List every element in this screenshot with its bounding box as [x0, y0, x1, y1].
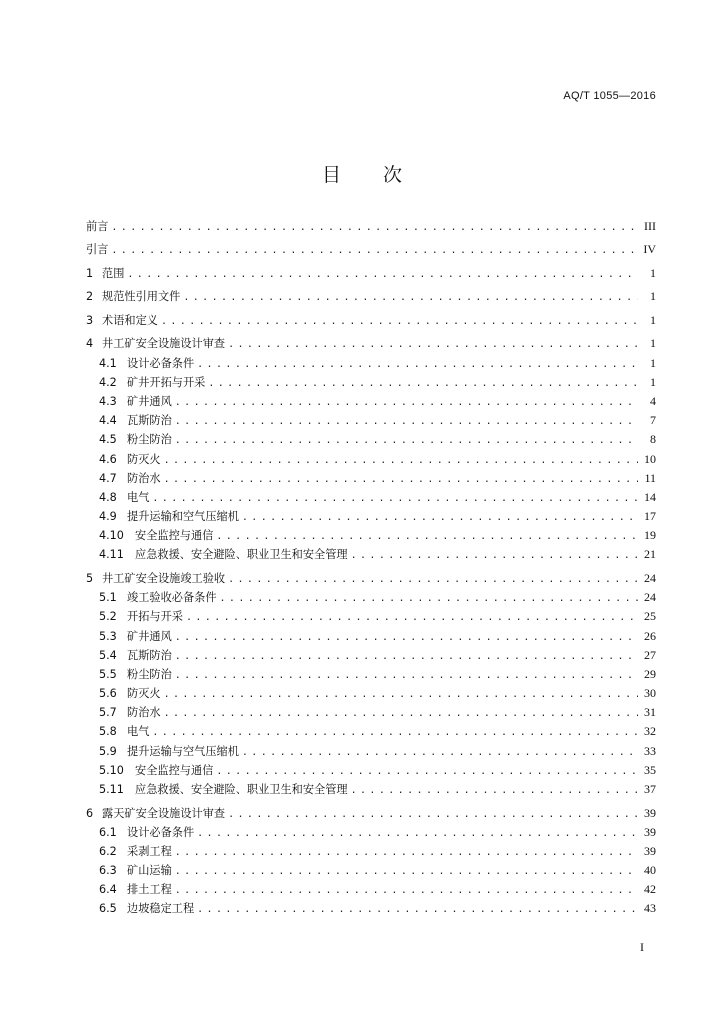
toc-entry-label: 采剥工程 — [127, 844, 172, 858]
toc-entry-label: 边坡稳定工程 — [127, 902, 195, 916]
toc-entry-page: 31 — [644, 705, 656, 720]
toc-entry-number: 6.4 — [99, 883, 117, 897]
toc-entry-page: 1 — [650, 265, 656, 280]
footer-page-number: I — [640, 940, 644, 954]
toc-entry[interactable] — [86, 431, 656, 450]
toc-entry-label: 设计必备条件 — [127, 825, 195, 839]
toc-entry-label: 粉尘防治 — [127, 667, 172, 681]
toc-entry-number: 5.6 — [99, 687, 117, 701]
toc-dot-leader — [111, 245, 638, 256]
toc-entry[interactable] — [86, 393, 656, 412]
toc-entry-page: IV — [643, 242, 656, 257]
toc-dot-leader — [351, 785, 638, 796]
toc-dot-leader — [175, 866, 638, 877]
toc-entry-number: 6.3 — [99, 864, 117, 878]
toc-entry-label: 竣工验收必备条件 — [127, 591, 217, 605]
toc-entry[interactable] — [86, 647, 656, 666]
toc-entry-label: 防治水 — [127, 471, 161, 485]
toc-entry[interactable] — [86, 218, 656, 237]
toc-entry-number: 2 — [86, 290, 94, 304]
toc-dot-leader — [175, 847, 638, 858]
toc-entry-label: 前言 — [86, 220, 109, 233]
toc-entry[interactable] — [86, 570, 656, 589]
toc-entry[interactable] — [86, 743, 656, 762]
toc-entry-number: 4.11 — [99, 548, 124, 562]
toc-entry[interactable] — [86, 781, 656, 800]
toc-entry-number: 4.7 — [99, 471, 117, 485]
toc-entry-page: 29 — [644, 666, 656, 681]
toc-entry-page: 39 — [644, 805, 656, 820]
toc-dot-leader — [216, 766, 638, 777]
toc-entry-label: 应急救援、安全避险、职业卫生和安全管理 — [135, 783, 348, 797]
toc-entry-page: 37 — [644, 782, 656, 797]
table-of-contents — [86, 218, 656, 920]
toc-entry-number: 4.4 — [99, 414, 117, 428]
toc-dot-leader — [175, 397, 638, 408]
toc-entry-number: 5.3 — [99, 629, 117, 643]
toc-entry-number: 4.9 — [99, 510, 117, 524]
toc-dot-leader — [175, 416, 638, 427]
toc-entry-page: 43 — [644, 901, 656, 916]
toc-entry-number: 5.2 — [99, 610, 117, 624]
toc-entry-page: 39 — [644, 843, 656, 858]
toc-entry-number: 4.5 — [99, 433, 117, 447]
toc-entry-label: 防灭火 — [127, 452, 161, 466]
toc-entry-page: 1 — [650, 336, 656, 351]
toc-dot-leader — [183, 292, 638, 303]
toc-entry-label: 排土工程 — [127, 883, 172, 897]
toc-entry-number: 4 — [86, 337, 94, 351]
toc-entry-label: 规范性引用文件 — [102, 290, 181, 304]
toc-entry-number: 5.10 — [99, 763, 124, 777]
toc-entry-page: 40 — [644, 863, 656, 878]
toc-entry-label: 安全监控与通信 — [135, 763, 214, 777]
toc-entry-number: 5.1 — [99, 591, 117, 605]
toc-entry-page: 24 — [644, 570, 656, 585]
toc-entry-page: 25 — [644, 609, 656, 624]
toc-dot-leader — [242, 512, 638, 523]
toc-dot-leader — [175, 651, 638, 662]
toc-dot-leader — [197, 359, 638, 370]
toc-entry-number: 4.3 — [99, 394, 117, 408]
toc-entry-page: 1 — [650, 374, 656, 389]
toc-entry[interactable] — [86, 685, 656, 704]
toc-entry-label: 开拓与开采 — [127, 610, 183, 624]
toc-dot-leader — [111, 222, 638, 233]
toc-entry-label: 粉尘防治 — [127, 433, 172, 447]
toc-entry-page: 17 — [644, 509, 656, 524]
toc-entry-label: 范围 — [102, 266, 125, 280]
toc-entry-number: 5.8 — [99, 725, 117, 739]
toc-entry[interactable] — [86, 489, 656, 508]
toc-entry[interactable] — [86, 723, 656, 742]
toc-dot-leader — [175, 435, 638, 446]
toc-entry[interactable] — [86, 704, 656, 723]
toc-entry-number: 5.5 — [99, 667, 117, 681]
toc-entry[interactable] — [86, 900, 656, 919]
toc-entry-number: 1 — [86, 266, 94, 280]
toc-entry[interactable] — [86, 312, 656, 331]
toc-dot-leader — [197, 828, 638, 839]
toc-entry-label: 引言 — [86, 243, 109, 257]
toc-entry-page: III — [644, 219, 656, 233]
toc-entry-label: 矿山运输 — [127, 864, 172, 878]
toc-entry-label: 井工矿安全设施设计审查 — [102, 337, 226, 351]
toc-entry[interactable] — [86, 843, 656, 862]
toc-entry-label: 瓦斯防治 — [127, 414, 172, 428]
toc-entry[interactable] — [86, 881, 656, 900]
toc-entry-label: 防治水 — [127, 706, 161, 720]
toc-entry[interactable] — [86, 355, 656, 374]
toc-entry[interactable] — [86, 470, 656, 489]
toc-dot-leader — [186, 612, 638, 623]
toc-entry-number: 5.7 — [99, 706, 117, 720]
toc-entry-label: 露天矿安全设施设计审查 — [102, 806, 226, 820]
toc-entry-number: 4.8 — [99, 490, 117, 504]
page-title: 目 次 — [321, 164, 421, 186]
toc-entry[interactable] — [86, 265, 656, 284]
toc-entry-number: 5.4 — [99, 648, 117, 662]
toc-entry[interactable] — [86, 508, 656, 527]
toc-dot-leader — [175, 885, 638, 896]
toc-entry-page: 33 — [644, 743, 656, 758]
toc-entry[interactable] — [86, 805, 656, 824]
toc-entry-page: 1 — [650, 355, 656, 370]
toc-dot-leader — [152, 727, 638, 738]
toc-entry[interactable] — [86, 824, 656, 843]
toc-dot-leader — [164, 689, 638, 700]
toc-entry-number: 4.10 — [99, 529, 124, 543]
toc-dot-leader — [127, 269, 638, 280]
toc-dot-leader — [164, 474, 638, 485]
toc-entry-page: 39 — [644, 824, 656, 839]
toc-entry-label: 电气 — [127, 490, 150, 504]
toc-entry[interactable] — [86, 451, 656, 470]
toc-entry-label: 矿井开拓与开采 — [127, 375, 206, 389]
toc-entry-label: 防灭火 — [127, 687, 161, 701]
toc-dot-leader — [164, 708, 638, 719]
toc-entry-page: 24 — [644, 590, 656, 605]
toc-entry-page: 8 — [650, 432, 656, 447]
toc-entry[interactable] — [86, 862, 656, 881]
toc-entry-number: 4.6 — [99, 452, 117, 466]
toc-dot-leader — [161, 316, 638, 327]
toc-entry-page: 32 — [644, 724, 656, 739]
toc-entry-label: 瓦斯防治 — [127, 648, 172, 662]
toc-entry-page: 19 — [644, 528, 656, 543]
toc-entry-page: 11 — [644, 470, 656, 485]
toc-entry-label: 电气 — [127, 725, 150, 739]
toc-dot-leader — [164, 455, 638, 466]
toc-dot-leader — [175, 670, 638, 681]
toc-entry[interactable] — [86, 288, 656, 307]
toc-entry[interactable] — [86, 589, 656, 608]
toc-entry[interactable] — [86, 412, 656, 431]
toc-dot-leader — [228, 574, 638, 585]
toc-entry-label: 提升运输与空气压缩机 — [127, 744, 239, 758]
toc-entry[interactable] — [86, 608, 656, 627]
toc-entry-number: 6.1 — [99, 825, 117, 839]
toc-dot-leader — [351, 550, 638, 561]
toc-entry-number: 5 — [86, 571, 94, 585]
toc-dot-leader — [228, 809, 638, 820]
toc-entry[interactable] — [86, 335, 656, 354]
toc-entry-label: 安全监控与通信 — [135, 529, 214, 543]
toc-dot-leader — [242, 747, 638, 758]
toc-dot-leader — [175, 632, 638, 643]
toc-entry[interactable] — [86, 628, 656, 647]
toc-entry[interactable] — [86, 666, 656, 685]
toc-entry-number: 4.1 — [99, 356, 117, 370]
toc-dot-leader — [220, 593, 638, 604]
toc-entry-page: 14 — [644, 489, 656, 504]
document-code: AQ/T 1055—2016 — [563, 90, 656, 102]
toc-entry-label: 矿井通风 — [127, 394, 172, 408]
toc-dot-leader — [152, 493, 638, 504]
toc-entry[interactable] — [86, 241, 656, 260]
toc-entry-number: 6.5 — [99, 902, 117, 916]
toc-entry-label: 术语和定义 — [102, 313, 158, 327]
toc-entry-number: 4.2 — [99, 375, 117, 389]
toc-dot-leader — [197, 904, 638, 915]
toc-entry-number: 5.11 — [99, 783, 124, 797]
toc-entry-page: 42 — [644, 882, 656, 897]
toc-entry-page: 4 — [650, 393, 656, 408]
toc-dot-leader — [228, 339, 638, 350]
toc-entry-number: 5.9 — [99, 744, 117, 758]
toc-entry[interactable] — [86, 762, 656, 781]
toc-entry-label: 井工矿安全设施竣工验收 — [102, 571, 226, 585]
toc-entry-page: 30 — [644, 686, 656, 701]
toc-entry-page: 10 — [644, 451, 656, 466]
toc-entry-label: 矿井通风 — [127, 629, 172, 643]
toc-entry-page: 35 — [644, 762, 656, 777]
toc-entry-page: 1 — [650, 312, 656, 327]
toc-entry-label: 提升运输和空气压缩机 — [127, 510, 239, 524]
toc-entry-number: 6.2 — [99, 844, 117, 858]
toc-entry-label: 设计必备条件 — [127, 356, 195, 370]
toc-entry-page: 1 — [650, 289, 656, 304]
toc-entry[interactable] — [86, 546, 656, 565]
toc-entry[interactable] — [86, 527, 656, 546]
toc-entry[interactable] — [86, 374, 656, 393]
toc-dot-leader — [208, 378, 638, 389]
toc-entry-page: 7 — [650, 413, 656, 428]
toc-entry-page: 21 — [644, 547, 656, 562]
toc-entry-page: 26 — [644, 628, 656, 643]
toc-entry-number: 3 — [86, 313, 94, 327]
toc-entry-page: 27 — [644, 647, 656, 662]
toc-dot-leader — [216, 531, 638, 542]
toc-entry-number: 6 — [86, 806, 94, 820]
toc-entry-label: 应急救援、安全避险、职业卫生和安全管理 — [135, 548, 348, 562]
